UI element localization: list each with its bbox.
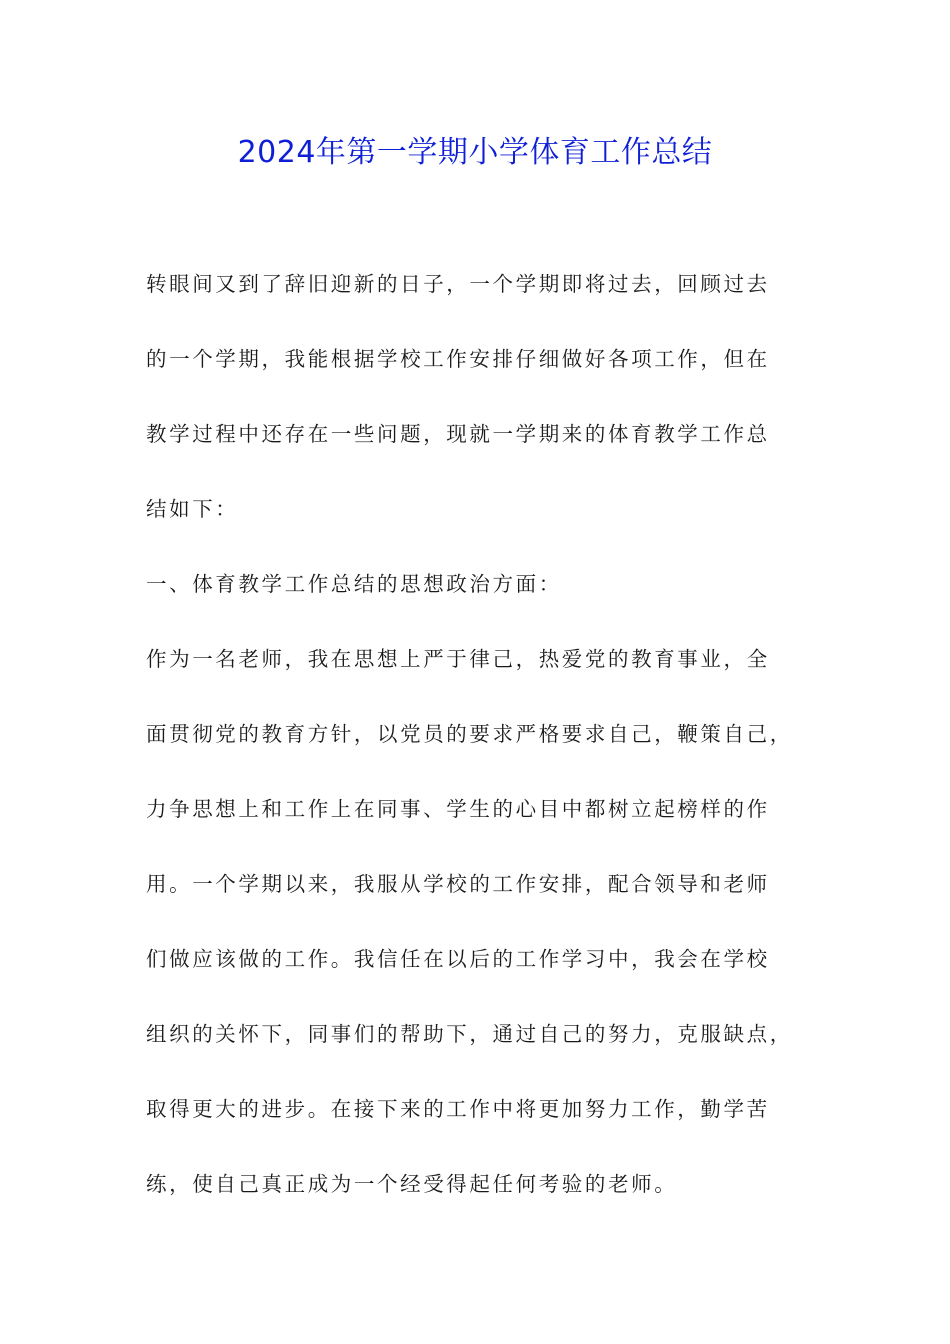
section-line: 面贯彻党的教育方针，以党员的要求严格要求自己，鞭策自己， — [146, 722, 793, 746]
document-title: 2024年第一学期小学体育工作总结 — [237, 135, 713, 170]
section-line: 用。一个学期以来，我服从学校的工作安排，配合领导和老师 — [146, 872, 770, 896]
intro-line: 结如下： — [146, 497, 239, 521]
section-heading: 一、体育教学工作总结的思想政治方面： — [146, 572, 562, 596]
section-line: 组织的关怀下，同事们的帮助下，通过自己的努力，克服缺点， — [146, 1022, 793, 1046]
intro-line: 转眼间又到了辞旧迎新的日子，一个学期即将过去，回顾过去 — [146, 272, 770, 296]
section-line: 作为一名老师，我在思想上严于律己，热爱党的教育事业，全 — [146, 647, 770, 671]
section-line: 力争思想上和工作上在同事、学生的心目中都树立起榜样的作 — [146, 797, 770, 821]
section-line: 取得更大的进步。在接下来的工作中将更加努力工作，勤学苦 — [146, 1097, 770, 1121]
section-line: 们做应该做的工作。我信任在以后的工作学习中，我会在学校 — [146, 947, 770, 971]
document-body — [146, 266, 810, 1204]
section-line: 练，使自己真正成为一个经受得起任何考验的老师。 — [146, 1172, 678, 1196]
intro-line: 教学过程中还存在一些问题，现就一学期来的体育教学工作总 — [146, 422, 770, 446]
intro-line: 的一个学期，我能根据学校工作安排仔细做好各项工作，但在 — [146, 347, 770, 371]
